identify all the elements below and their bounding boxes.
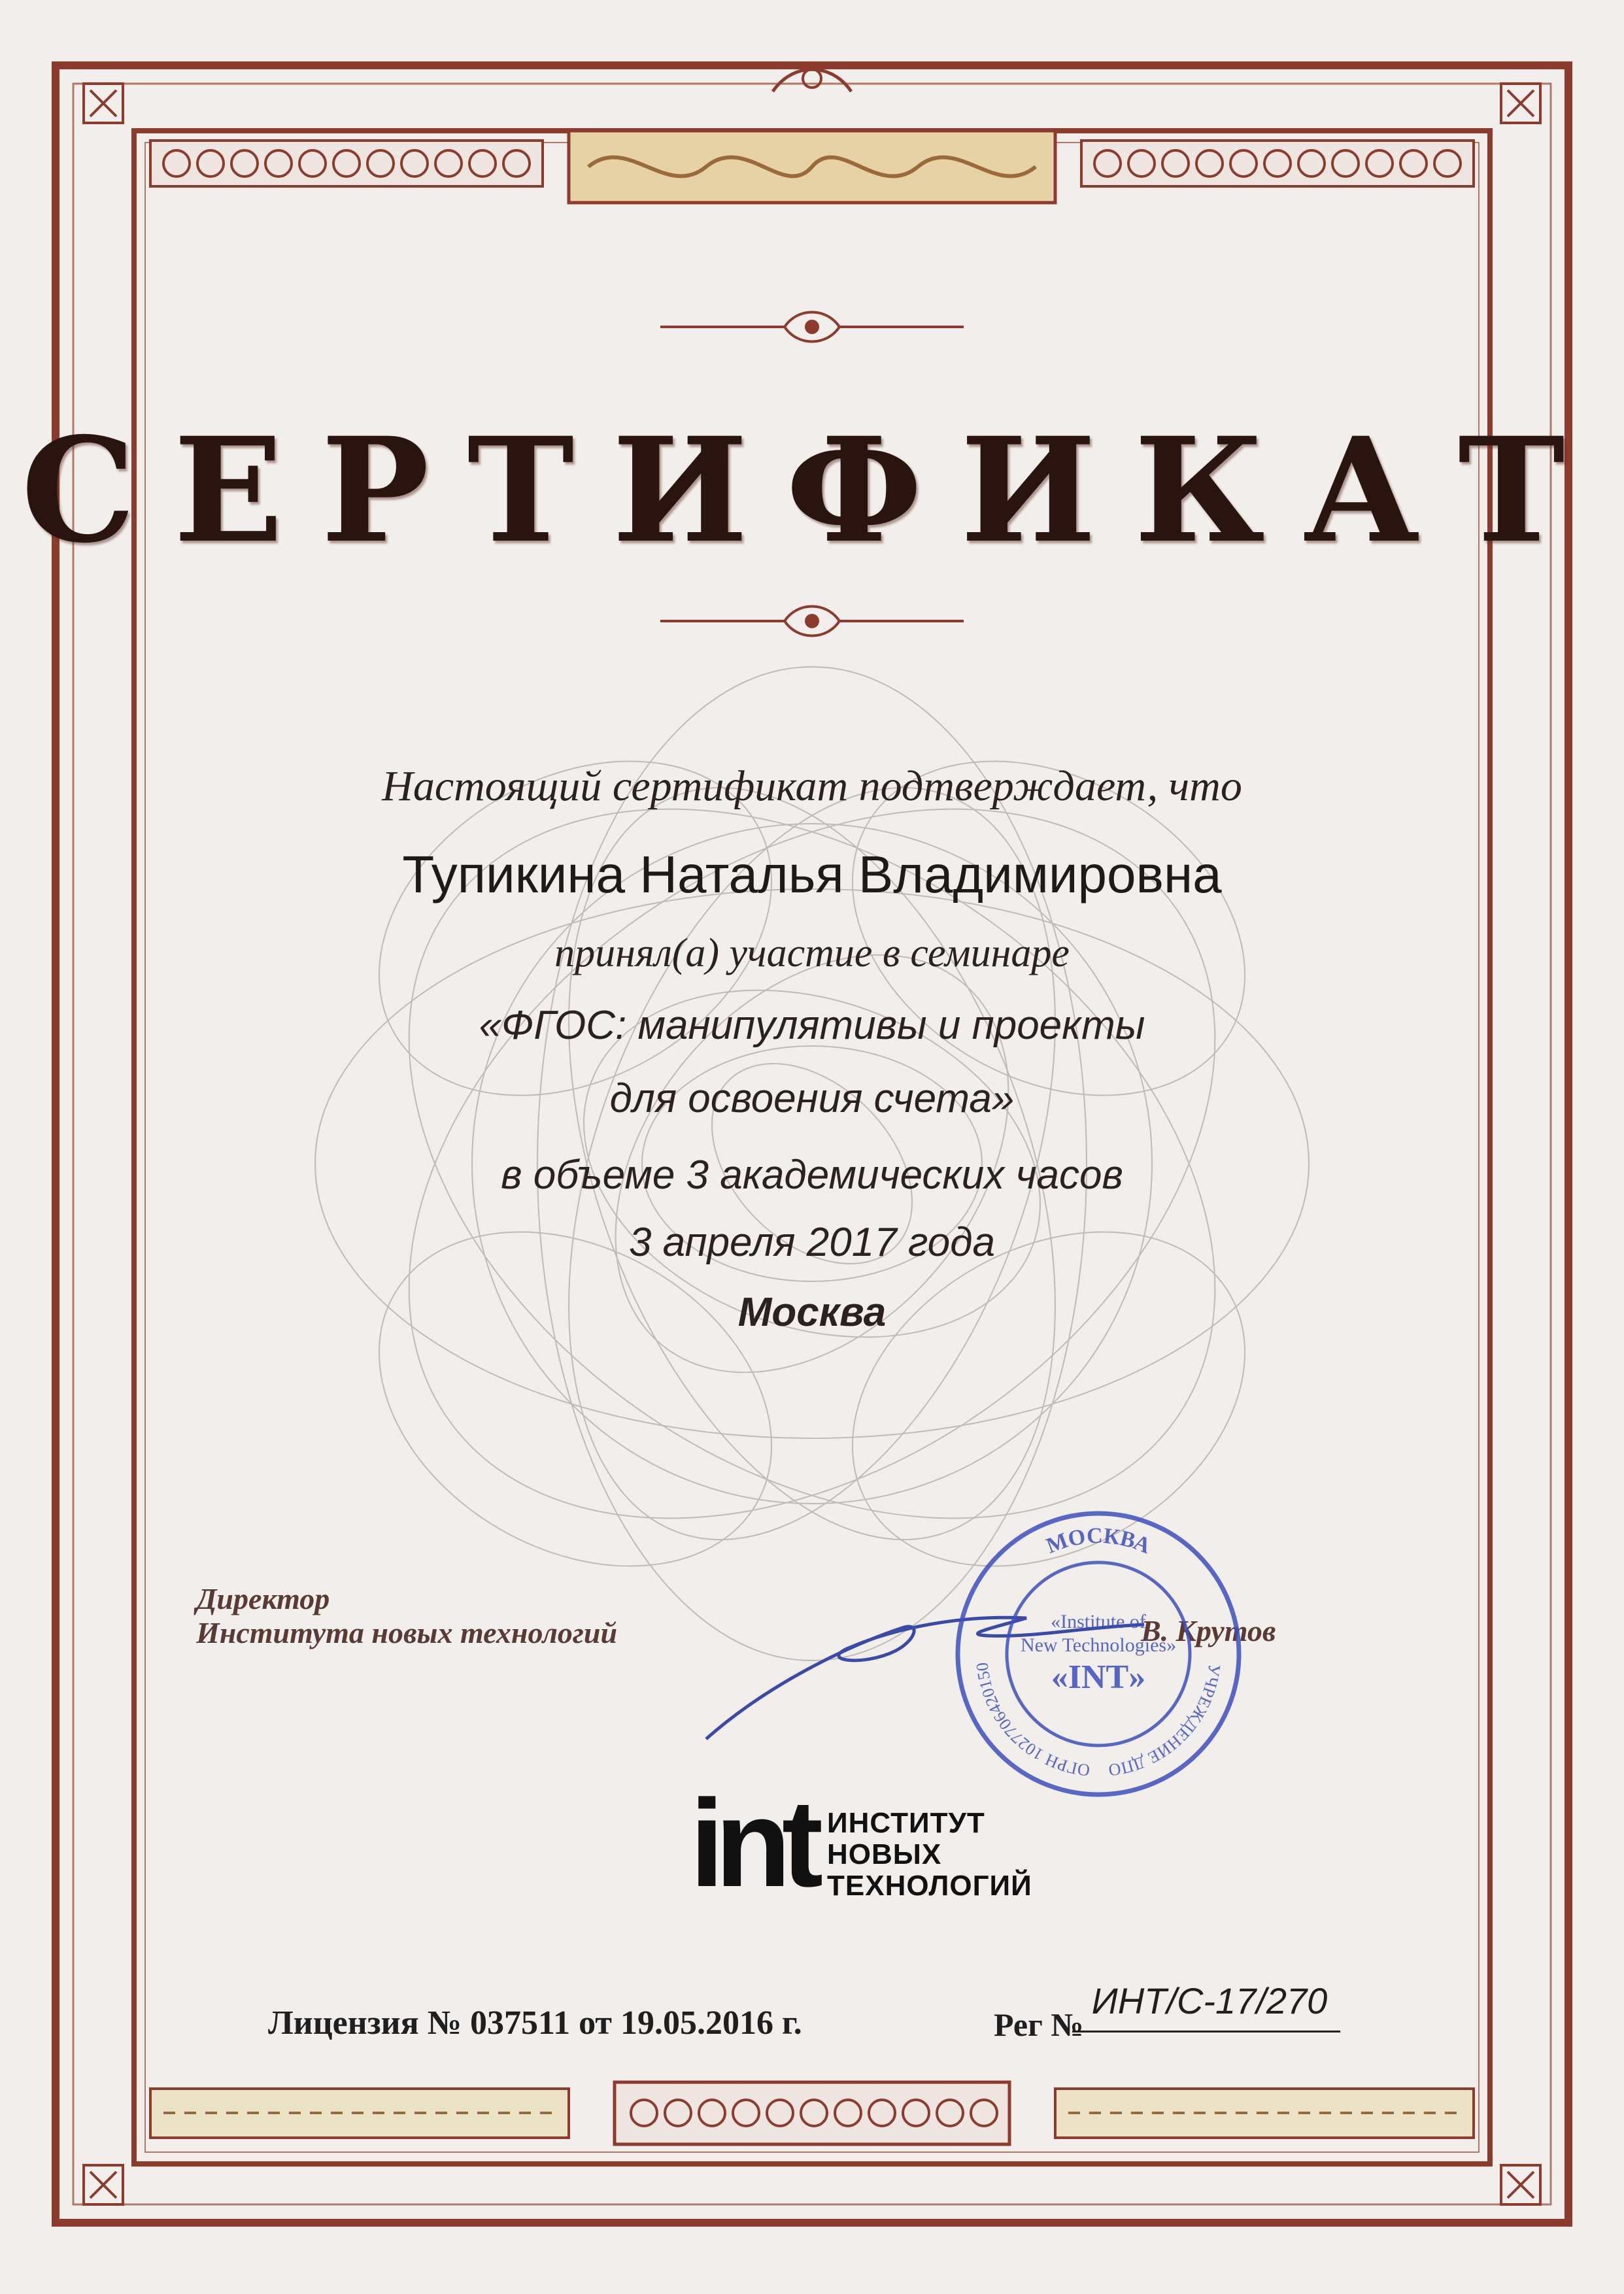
logo-line2: НОВЫХ	[827, 1838, 942, 1870]
course-date: 3 апреля 2017 года	[628, 1220, 996, 1265]
course-title-line1: «ФГОС: манипулятивы и проекты	[479, 1003, 1145, 1048]
stamp-inner-line2: New Technologies»	[1020, 1634, 1177, 1656]
registration-number: ИНТ/С-17/270	[1091, 1980, 1328, 2021]
organization-stamp	[941, 1497, 1255, 1811]
corner-ornament-top-left	[84, 84, 123, 123]
logo-line1: ИНСТИТУТ	[827, 1807, 985, 1839]
svg-text:МОСКВА	[1043, 1524, 1155, 1559]
int-logo-text	[827, 1808, 1032, 1902]
stamp-city: МОСКВА	[1043, 1523, 1154, 1559]
course-volume: в объеме 3 академических часов	[501, 1153, 1123, 1198]
director-name: В. Крутов	[1141, 1614, 1276, 1647]
certificate-title: СЕРТИФИКАТ	[21, 405, 1603, 575]
logo-mark-text: int	[690, 1788, 815, 1893]
stamp-org-type: УЧРЕЖДЕНИЕ ДПО	[1107, 1662, 1225, 1780]
bottom-ornament-band	[150, 2082, 1474, 2144]
stamp-ogrn: ОГРН 1027706420150	[972, 1661, 1091, 1780]
director-title-line1: Директор	[196, 1582, 330, 1615]
participation-text: принял(а) участие в семинаре	[554, 931, 1070, 975]
registration-underline	[1072, 2031, 1340, 2033]
stamp-center: «INT»	[1051, 1659, 1146, 1696]
stamp-inner-line1: «Institute of	[1051, 1611, 1146, 1632]
course-title-line2: для освоения счета»	[609, 1076, 1015, 1121]
title-divider-top	[660, 312, 964, 342]
license-info: Лицензия № 037511 от 19.05.2016 г.	[268, 2004, 802, 2042]
int-logo-mark	[690, 1788, 827, 1893]
registration-label: Рег №	[994, 2006, 1084, 2043]
corner-ornament-bottom-right	[1501, 2165, 1540, 2204]
corner-ornament-bottom-left	[84, 2165, 123, 2204]
corner-ornament-top-right	[1501, 84, 1540, 123]
intro-text: Настоящий сертификат подтверждает, что	[382, 762, 1242, 810]
title-divider-bottom	[660, 607, 964, 636]
top-ornament-band	[150, 69, 1474, 203]
logo-line3: ТЕХНОЛОГИЙ	[827, 1870, 1032, 1902]
director-title-line2: Института новых технологий	[196, 1616, 618, 1649]
director-title	[196, 1582, 617, 1650]
course-city: Москва	[737, 1290, 887, 1335]
recipient-name: Тупикина Наталья Владимировна	[402, 845, 1222, 903]
